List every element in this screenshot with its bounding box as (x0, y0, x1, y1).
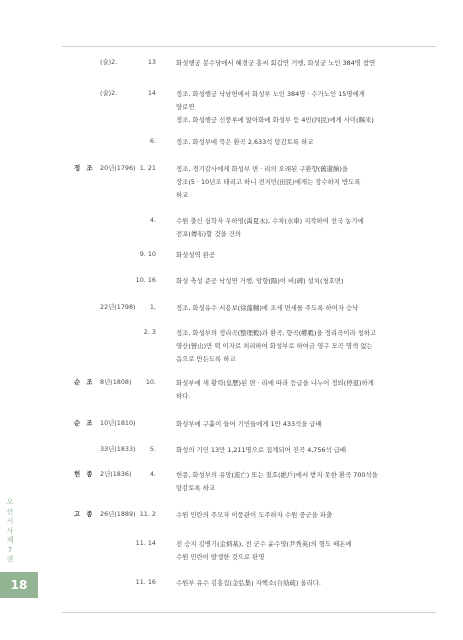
row-king: 순 조 (74, 378, 95, 386)
row-entry (176, 444, 436, 457)
entry-line: 전포(傳布)할 것을 건의 (176, 230, 242, 238)
entry-line: 화성의 기민 13만 1,211명으로 집계되어 진곡 4,756석 급배 (176, 446, 347, 454)
row-entry (176, 418, 436, 431)
entry-line: 수원 출신 심학자 우하영(禹夏永), 수차(水車) 지작하여 전국 농가에 (176, 217, 364, 225)
row-entry (176, 577, 436, 590)
row-month-day: 4. (149, 470, 156, 478)
entry-line: 장조(5 · 10년조 테리고 하니 전지민(田民)에게는 장수하지 방도록 (176, 178, 361, 186)
page-number: 18 (0, 572, 38, 598)
entry-line: 수원부 유수 김홍집(金弘集) 자핵소(自劾疏) 올리다. (176, 579, 321, 587)
row-entry (176, 509, 436, 522)
row-entry (176, 469, 436, 495)
row-month-day: 13 (147, 58, 156, 66)
row-month-day: 14 (147, 89, 156, 97)
side-title-char: 사 (6, 526, 14, 535)
entry-line: 음으로 만든도록 하교 (176, 355, 236, 363)
row-month-day: 6. (149, 137, 156, 145)
top-rule (62, 46, 436, 47)
side-title-char: 오 (6, 498, 14, 506)
entry-line: 정조, 화성행궁 낙남헌에서 화성부 노인 384명 · 수가노인 15명에게 (176, 90, 365, 98)
side-title-char: 시 (6, 517, 14, 525)
entry-line: 전 승지 김병기(金炳基), 전 군수 윤수영(尹秀英)의 형도 배돈에 (176, 540, 352, 548)
entry-line: 정조, 화성유수 서용보(徐龍輔)에 조세 면세를 주도록 하여자 승낙 (176, 304, 359, 312)
row-year: 2년(1836) (100, 470, 132, 478)
entry-line: 화성부에 새 황력(皇歷)된 면 · 리에 따라 등급을 나누어 정퇴(停退)하게 (176, 379, 374, 387)
entry-line: 탕감토록 하교 (176, 484, 216, 492)
side-title-char: 7 (7, 545, 13, 554)
row-month-day: 10. 16 (135, 276, 156, 284)
bottom-rule (62, 612, 436, 613)
entry-line: 헌종, 화성부의 유망(流亡) 또는 절호(絶戶)에서 받지 못한 환곡 700석을 (176, 471, 378, 479)
entry-line: 정조, 화성행궁 신풍루에 앉아화에 화성부 등 4민(四民)에게 사미(賜米) (176, 116, 374, 124)
row-month-day: 2. 3 (143, 328, 156, 336)
row-month-day: 5. (149, 445, 156, 453)
row-month-day: 11. 2 (139, 510, 156, 518)
row-month-day: 10. (145, 378, 156, 386)
row-year: 8년(1808) (100, 378, 132, 386)
row-month-day: 4. (149, 216, 156, 224)
entry-line: 화성부에 구휼이 들어 기민들에게 1만 433석을 급배 (176, 420, 322, 428)
entry-line: 화성 축성 준공 낙성연 거행, 앙향(陽)이 비(碑) 설치(청호면) (176, 277, 344, 285)
row-entry (176, 88, 436, 127)
row-entry (176, 215, 436, 241)
side-title-char: 산 (6, 507, 14, 516)
row-entry (176, 136, 436, 149)
row-month-day: 1, (149, 303, 156, 311)
side-title-char: 제 (6, 536, 14, 544)
entry-line: 영산(營山)만 떡 이자로 처리하여 화성부로 하여금 영구 모곡 명색 없는 (176, 342, 373, 350)
side-title-char: 권 (6, 555, 14, 563)
row-king: 순 조 (74, 419, 95, 427)
row-year: 33년(1833) (100, 445, 136, 453)
entry-line: 수원 민란이 발생한 것으로 판명 (176, 553, 265, 561)
row-king: 고 종 (74, 510, 95, 518)
row-year: 10년(1810) (100, 419, 136, 427)
row-entry (176, 377, 436, 403)
row-entry (176, 249, 436, 262)
side-title (5, 498, 15, 565)
entry-line: 화성성역 완공 (176, 251, 216, 259)
entry-line: 정조, 화성부에 묵은 환곡 2,633석 탕감토록 하교 (176, 138, 314, 146)
row-king: 정 조 (74, 164, 95, 172)
entry-line: 정조, 화성부의 정리곡(整理穀)과 환곡, 향곡(鄕穀)을 정리곡이라 칭하고 (176, 329, 377, 337)
entry-line: 하다. (176, 392, 191, 400)
row-king: 헌 종 (74, 470, 95, 478)
row-entry (176, 57, 436, 70)
row-entry (176, 302, 436, 315)
row-year: 26년(1889) (100, 510, 136, 518)
entry-line: 양로연 (176, 103, 195, 111)
row-entry (176, 163, 436, 202)
row-entry (176, 327, 436, 366)
row-year: 22년(1798) (100, 303, 136, 311)
row-year: (술)2. (100, 89, 118, 97)
entry-line: 정조, 경기감사에게 화성부 면 · 리의 오래된 구환향(舊還餉)을 (176, 165, 349, 173)
row-month-day: 11. 16 (135, 578, 156, 586)
row-month-day: 11. 14 (135, 539, 156, 547)
row-entry (176, 538, 436, 564)
row-month-day: 9. 10 (139, 250, 156, 258)
side-title-chars (5, 498, 15, 565)
row-month-day: 1. 21 (139, 164, 156, 172)
row-year: 20년(1796) (100, 164, 136, 172)
entry-line: 하교 (176, 191, 189, 199)
row-year: (술)2. (100, 58, 118, 66)
row-entry (176, 275, 436, 288)
entry-line: 화성행궁 봉수당에서 혜경궁 홍씨 회갑연 거행, 화성궁 노인 384명 참연 (176, 59, 376, 67)
entry-line: 수원 민란의 주모자 이풍관이 도주하자 수원 중군을 파출 (176, 511, 333, 519)
